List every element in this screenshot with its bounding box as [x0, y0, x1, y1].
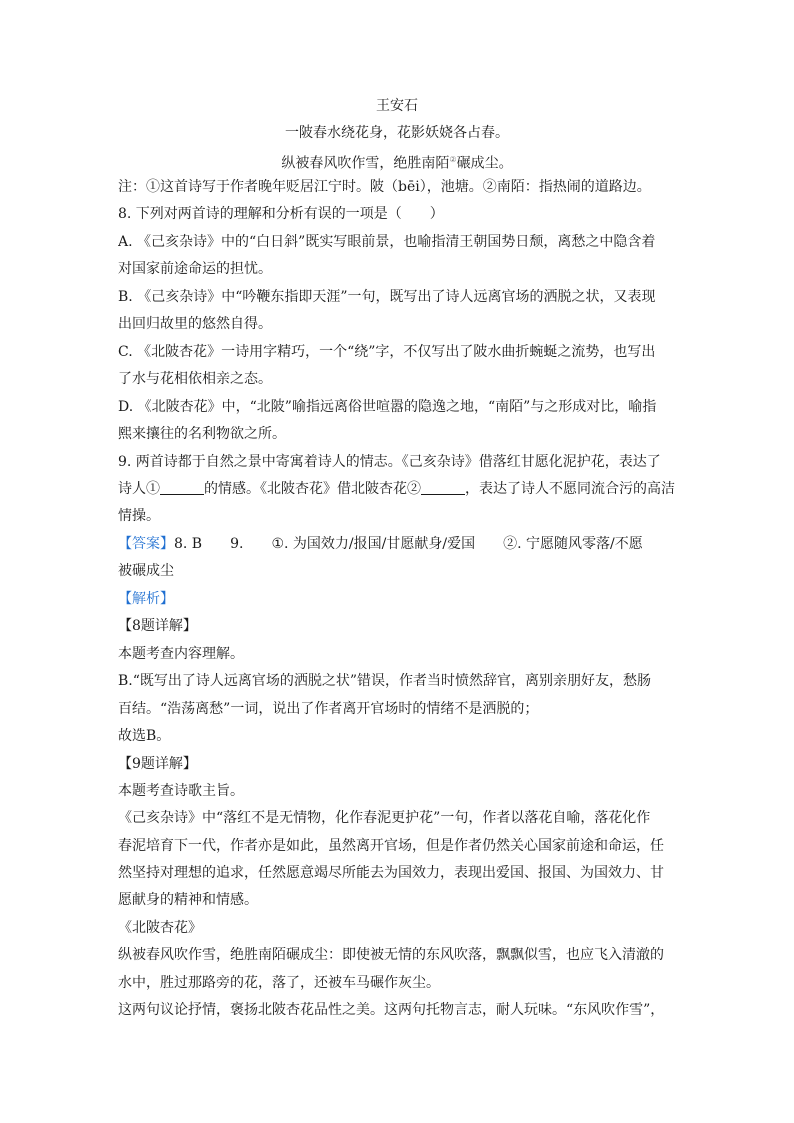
poem-line-1: 一陂春水绕花身，花影妖娆各占春。	[285, 125, 509, 141]
analysis-9-line-1: 本题考查诗歌主旨。	[118, 783, 244, 799]
answer-line-2: 被碾成尘	[118, 563, 174, 579]
question-9-line-2	[118, 479, 678, 499]
answer-8: 8. B	[174, 536, 203, 552]
answer-9-part-2: ②. 宁愿随风零落/不愿	[503, 536, 643, 552]
answer-label: 【答案】	[118, 536, 174, 552]
option-c-line-1: C. 《北陂杏花》一诗用字精巧，一个“绕”字，不仅写出了陂水曲折蜿蜒之流势，也写出	[118, 344, 656, 360]
answer-blank-1	[160, 480, 204, 495]
option-a-line-1: A. 《己亥杂诗》中的“白日斜”既实写眼前景，也喻指清王朝国势日颓，离愁之中隐含着	[118, 234, 656, 250]
poem-author: 王安石	[376, 98, 418, 114]
answer-blank-2	[421, 480, 465, 495]
question-9-line-3: 情操。	[118, 508, 160, 524]
analysis-9-line-6: 《北陂杏花》	[118, 920, 202, 936]
option-a-line-2: 对国家前途命运的担忧。	[118, 261, 272, 277]
option-d-line-2: 熙来攘往的名利物欲之所。	[118, 426, 286, 442]
poem-line-2-a: 纵被春风吹作雪，绝胜南陌	[281, 155, 450, 172]
analysis-9-line-3: 春泥培育下一代，作者亦是如此，虽然离开官场，但是作者仍然关心国家前途和命运，任	[118, 838, 664, 854]
analysis-8-line-4: 故选B。	[118, 728, 171, 744]
poem-line-2	[0, 150, 794, 174]
question-9-line-2-c: ，表达了诗人不愿同流合污的高洁	[465, 481, 675, 497]
answer-9-number: 9.	[230, 536, 244, 552]
question-8-stem: 8. 下列对两首诗的理解和分析有误的一项是（ ）	[118, 206, 444, 222]
question-9-line-2-b: 的情感。《北陂杏花》借北陂杏花②	[204, 481, 421, 497]
analysis-8-line-2: B.“既写出了诗人远离官场的洒脱之状”错误，作者当时愤然辞官，离别亲朋好友，愁肠	[118, 673, 652, 689]
answer-9-part-1: ①. 为国效力/报国/甘愿献身/爱国	[271, 536, 476, 552]
question-9-line-1: 9. 两首诗都于自然之景中寄寓着诗人的情志。《己亥杂诗》借落红甘愿化泥护花，表达了	[118, 454, 661, 470]
answer-line-1	[118, 534, 678, 554]
analysis-9-line-7: 纵被春风吹作雪，绝胜南陌碾成尘：即使被无情的东风吹落，飘飘似雪，也应飞入清澈的	[118, 947, 664, 963]
option-b-line-2: 出回归故里的悠然自得。	[118, 316, 272, 332]
analysis-9-line-2: 《己亥杂诗》中“落红不是无情物，化作春泥更护花”一句，作者以落花自喻，落花化作	[118, 810, 651, 826]
analysis-8-heading: 【8题详解】	[118, 618, 197, 634]
analysis-9-heading: 【9题详解】	[118, 756, 197, 772]
analysis-9-line-4: 然坚持对理想的追求，任然愿意竭尽所能去为国效力，表现出爱国、报国、为国效力、甘	[118, 865, 664, 881]
analysis-9-line-9: 这两句议论抒情，褒扬北陂杏花品性之美。这两句托物言志，耐人玩味。“东风吹作雪”，	[118, 1002, 665, 1018]
analysis-label: 【解析】	[118, 591, 174, 607]
analysis-8-line-1: 本题考查内容理解。	[118, 646, 244, 662]
analysis-8-line-3: 百结。“浩荡离愁”一词，说出了作者离开官场时的情绪不是洒脱的；	[118, 701, 539, 717]
poem-note: 注：①这首诗写于作者晚年贬居江宁时。陂（bēi），池塘。②南陌：指热闹的道路边。	[118, 179, 651, 195]
analysis-9-line-5: 愿献身的精神和情感。	[118, 892, 258, 908]
option-d-line-1: D. 《北陂杏花》中，“北陂”喻指远离俗世喧嚣的隐逸之地，“南陌”与之形成对比，喻指	[118, 399, 657, 415]
option-b-line-1: B. 《己亥杂诗》中“吟鞭东指即天涯”一句，既写出了诗人远离官场的洒脱之状，又表现	[118, 289, 656, 305]
question-9-line-2-a: 诗人①	[118, 481, 160, 497]
option-c-line-2: 了水与花相依相亲之态。	[118, 371, 272, 387]
footnote-marker: ②	[449, 155, 457, 164]
poem-line-2-b: 碾成尘。	[456, 155, 513, 172]
analysis-9-line-8: 水中，胜过那路旁的花，落了，还被车马碾作灰尘。	[118, 975, 440, 991]
